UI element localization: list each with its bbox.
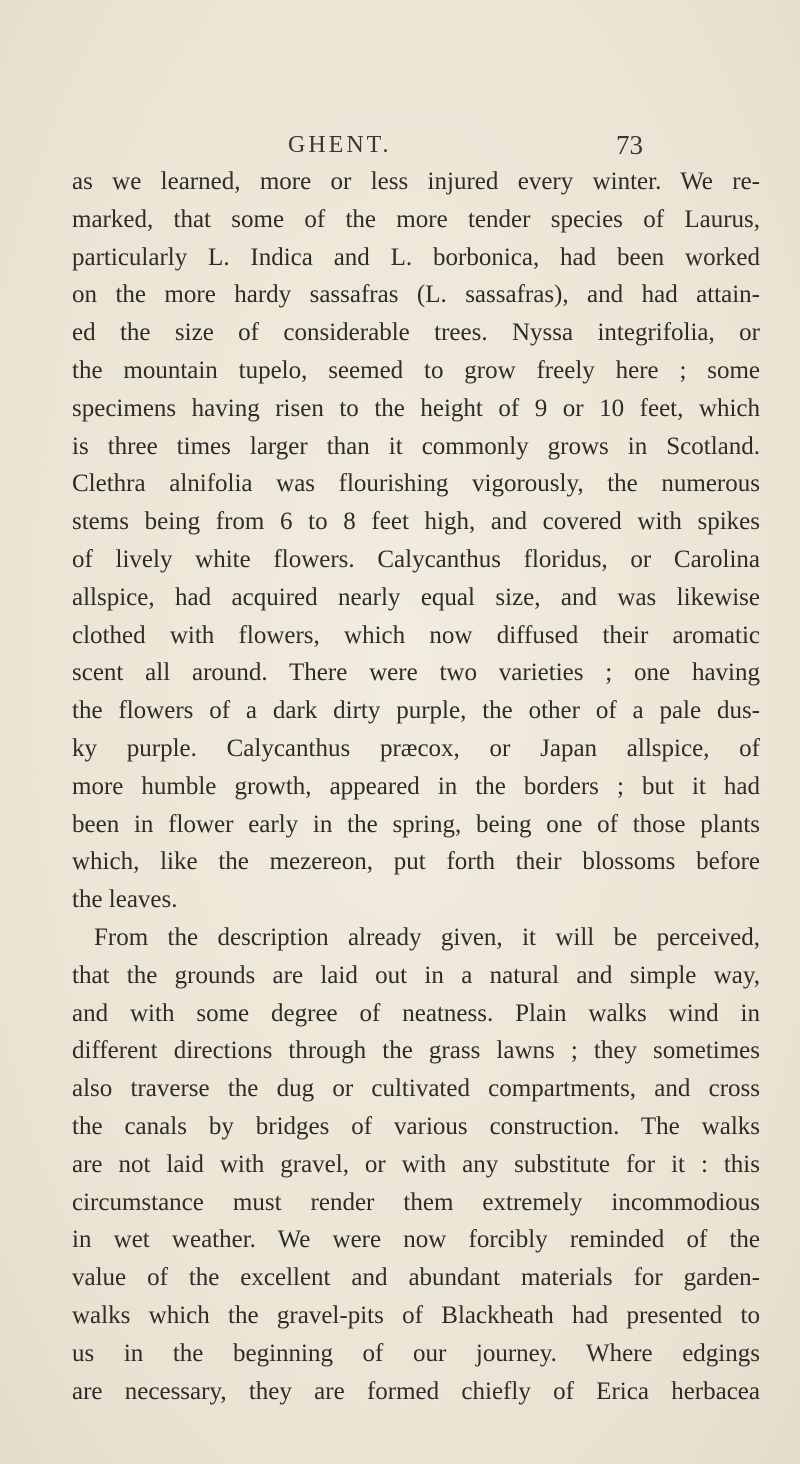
body-text bbox=[72, 163, 760, 1410]
text-line: the flowers of a dark dirty purple, the other of a pale dus- bbox=[72, 697, 760, 725]
text-line: the mountain tupelo, seemed to grow freely here ; some bbox=[72, 356, 760, 384]
text-line: ed the size of considerable trees. Nyssa integrifolia, or bbox=[72, 319, 760, 347]
text-line: allspice, had acquired nearly equal size, and was likewise bbox=[72, 583, 760, 611]
text-line: that the grounds are laid out in a natural and simple way, bbox=[72, 961, 760, 989]
text-line: the canals by bridges of various construction. The walks bbox=[72, 1112, 760, 1140]
text-line: also traverse the dug or cultivated compartments, and cross bbox=[72, 1075, 760, 1103]
text-line: and with some degree of neatness. Plain walks wind in bbox=[72, 999, 760, 1027]
text-line: particularly L. Indica and L. borbonica, had been worked bbox=[72, 243, 760, 271]
text-line: walks which the gravel-pits of Blackheath had presented to bbox=[72, 1301, 760, 1329]
text-line: different directions through the grass lawns ; they sometimes bbox=[72, 1037, 760, 1065]
text-line: which, like the mezereon, put forth their blossoms before bbox=[72, 848, 760, 876]
text-line: on the more hardy sassafras (L. sassafras), and had attain- bbox=[72, 281, 760, 309]
text-line: of lively white flowers. Calycanthus floridus, or Carolina bbox=[72, 545, 760, 573]
paragraph-1 bbox=[72, 163, 760, 919]
text-line: circumstance must render them extremely incommodious bbox=[72, 1188, 760, 1216]
text-line: Clethra alnifolia was flourishing vigorously, the numerous bbox=[72, 470, 760, 498]
text-line: been in flower early in the spring, being one of those plants bbox=[72, 810, 760, 838]
text-line: From the description already given, it will be perceived, bbox=[94, 923, 760, 951]
text-line: ky purple. Calycanthus præcox, or Japan allspice, of bbox=[72, 734, 760, 762]
text-line: more humble growth, appeared in the borders ; but it had bbox=[72, 772, 760, 800]
text-line: us in the beginning of our journey. Where edgings bbox=[72, 1339, 760, 1367]
text-line: as we learned, more or less injured every winter. We re- bbox=[72, 168, 760, 195]
text-line: is three times larger than it commonly grows in Scotland. bbox=[72, 432, 760, 460]
text-line: stems being from 6 to 8 feet high, and covered with spikes bbox=[72, 508, 760, 536]
text-line: scent all around. There were two varieties ; one having bbox=[72, 659, 760, 687]
running-title: GHENT. bbox=[288, 132, 392, 158]
text-line: specimens having risen to the height of 9 or 10 feet, which bbox=[72, 394, 760, 422]
text-line: clothed with flowers, which now diffused their aromatic bbox=[72, 621, 760, 649]
text-line: are necessary, they are formed chiefly of Erica herbacea bbox=[72, 1377, 760, 1405]
paragraph-2 bbox=[72, 919, 760, 1410]
text-line: the leaves. bbox=[72, 886, 178, 914]
text-line: marked, that some of the more tender species of Laurus, bbox=[72, 205, 760, 233]
text-line: in wet weather. We were now forcibly reminded of the bbox=[72, 1226, 760, 1254]
page-number: 73 bbox=[616, 130, 643, 160]
text-line: are not laid with gravel, or with any substitute for it : this bbox=[72, 1150, 760, 1178]
text-line: value of the excellent and abundant materials for garden- bbox=[72, 1264, 760, 1292]
